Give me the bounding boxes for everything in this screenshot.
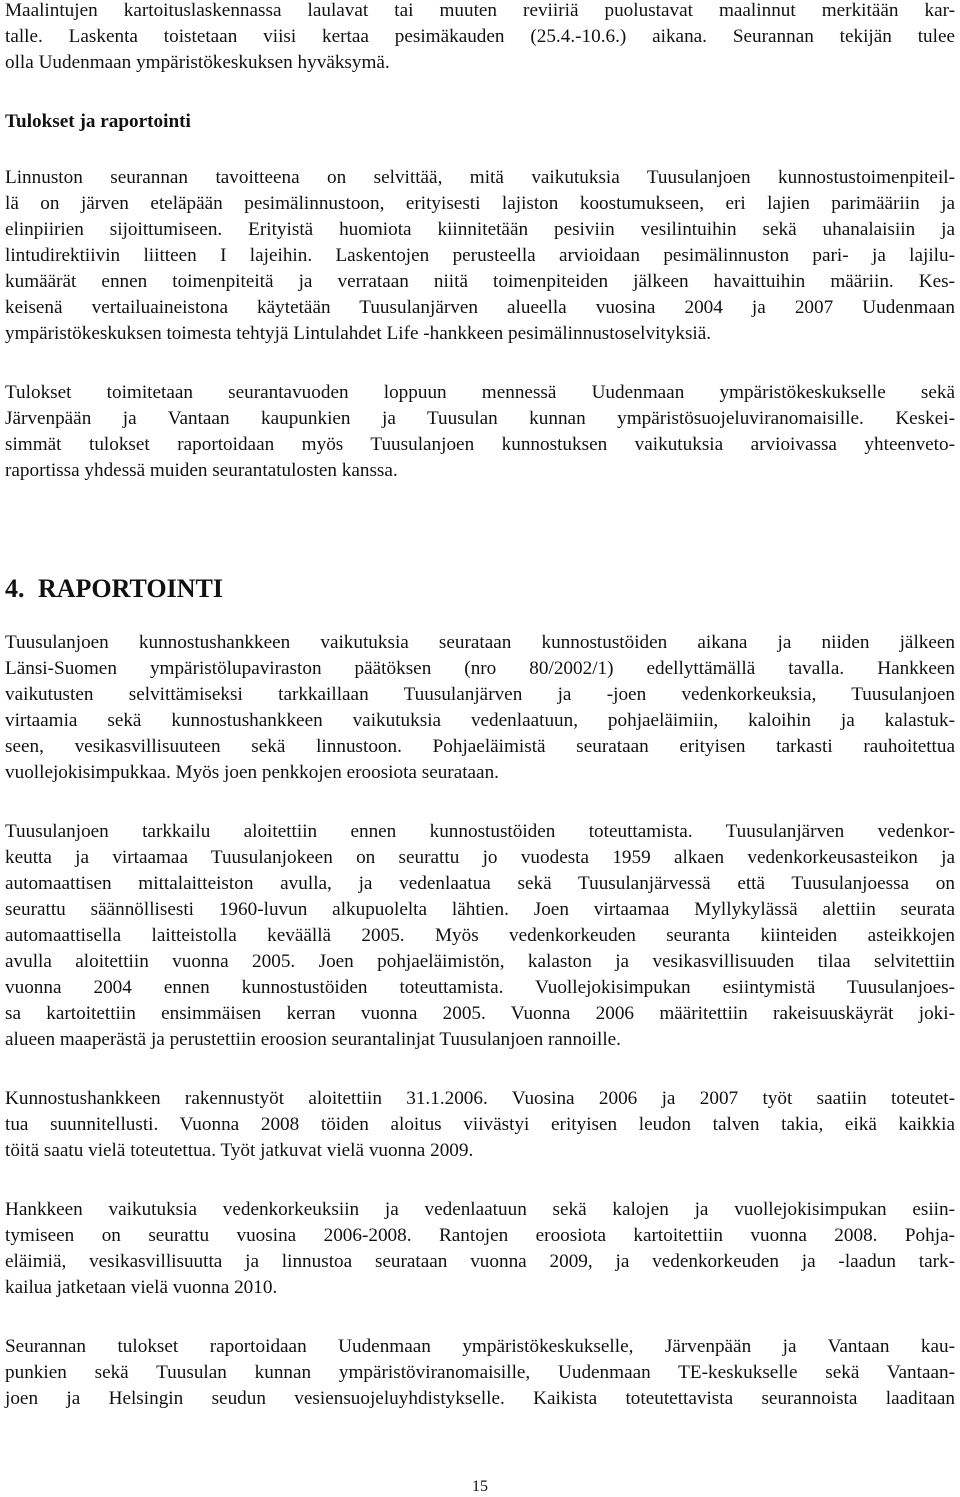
paragraph-line: punkien sekä Tuusulan kunnan ympäristöviranomaisille, Uudenmaan TE-keskukselle sekä Vantaan- <box>5 1362 955 1383</box>
paragraph-line: Tuusulanjoen kunnostushankkeen vaikutuksia seurataan kunnostustöiden aikana ja niiden jälkeen <box>5 632 955 653</box>
paragraph-line: Kunnostushankkeen rakennustyöt aloitettiin 31.1.2006. Vuosina 2006 ja 2007 työt saatiin toteutet- <box>5 1088 955 1109</box>
paragraph-line: vaikutusten selvittämiseksi tarkkaillaan Tuusulanjärven ja -joen vedenkorkeuksia, Tuusulanjoen <box>5 684 955 705</box>
paragraph-line: Linnuston seurannan tavoitteena on selvittää, mitä vaikutuksia Tuusulanjoen kunnostustoimenpiteil- <box>5 167 955 188</box>
paragraph-line: Hankkeen vaikutuksia vedenkorkeuksiin ja vedenlaatuun sekä kalojen ja vuollejokisimpukan esiin- <box>5 1199 955 1220</box>
paragraph-line: vuonna 2004 ennen kunnostustöiden toteuttamista. Vuollejokisimpukan esiintymistä Tuusulanjoes- <box>5 977 955 998</box>
intro-line: talle. Laskenta toistetaan viisi kertaa pesimäkauden (25.4.-10.6.) aikana. Seurannan tekijän tulee <box>5 26 955 47</box>
intro-line: olla Uudenmaan ympäristökeskuksen hyväksymä. <box>5 52 390 73</box>
paragraph-line: automaattisella laitteistolla keväällä 2005. Myös vedenkorkeuden seuranta kiinteiden asteikkojen <box>5 925 955 946</box>
paragraph-line: Seurannan tulokset raportoidaan Uudenmaan ympäristökeskukselle, Järvenpään ja Vantaan kau- <box>5 1336 955 1357</box>
paragraph-line: lintudirektiivin liitteen I lajeihin. Laskentojen perusteella arvioidaan pesimälinnuston pari- ja lajilu- <box>5 245 955 266</box>
paragraph-line: joen ja Helsingin seudun vesiensuojeluyhdistykselle. Kaikista toteutettavista seurannoista laaditaan <box>5 1388 955 1409</box>
paragraph-line: kailua jatketaan vielä vuonna 2010. <box>5 1277 278 1298</box>
chapter-heading <box>5 572 223 606</box>
paragraph-line: automaattisen mittalaitteiston avulla, ja vedenlaatua sekä Tuusulanjärvessä että Tuusulanjoessa on <box>5 873 955 894</box>
paragraph-line: lä on järven eteläpään pesimälinnustoon, erityisesti lajiston koostumukseen, eri lajien parimääriin ja <box>5 193 955 214</box>
paragraph-line: Tuusulanjoen tarkkailu aloitettiin ennen kunnostustöiden toteuttamista. Tuusulanjärven vedenkor- <box>5 821 955 842</box>
page-number: 15 <box>472 1478 488 1495</box>
paragraph-line: alueen maaperästä ja perustettiin eroosion seurantalinjat Tuusulanjoen rannoille. <box>5 1029 621 1050</box>
paragraph-line: ympäristökeskuksen toimesta tehtyjä Lintulahdet Life -hankkeen pesimälinnustoselvityksiä. <box>5 323 712 344</box>
paragraph-line: eläimiä, vesikasvillisuutta ja linnustoa seurataan vuonna 2009, ja vedenkorkeuden ja -laadun tark- <box>5 1251 955 1272</box>
paragraph-line: töitä saatu vielä toteutettua. Työt jatkuvat vielä vuonna 2009. <box>5 1140 474 1161</box>
subsection-heading: Tulokset ja raportointi <box>5 111 191 132</box>
paragraph-line: kumäärät ennen toimenpiteitä ja verrataan niitä toimenpiteiden jälkeen havaittuihin määriin. Kes- <box>5 271 955 292</box>
paragraph-line: Länsi-Suomen ympäristölupaviraston päätöksen (nro 80/2002/1) edellyttämällä tavalla. Hankkeen <box>5 658 955 679</box>
paragraph-line: simmät tulokset raportoidaan myös Tuusulanjoen kunnostuksen vaikutuksia arvioivassa yhteenveto- <box>5 434 955 455</box>
paragraph-line: raportissa yhdessä muiden seurantatulosten kanssa. <box>5 460 398 481</box>
paragraph-line: elinpiirien sijoittumiseen. Erityistä huomiota kiinnitetään pesiviin vesilintuihin sekä uhanalaisiin ja <box>5 219 955 240</box>
paragraph-line: keutta ja virtaamaa Tuusulanjokeen on seurattu jo vuodesta 1959 alkaen vedenkorkeusasteikon ja <box>5 847 955 868</box>
paragraph-line: keisenä vertailuaineistona käytetään Tuusulanjärven alueella vuosina 2004 ja 2007 Uudenmaan <box>5 297 955 318</box>
paragraph-line: sa kartoitettiin ensimmäisen kerran vuonna 2005. Vuonna 2006 määritettiin rakeisuuskäyrät joki- <box>5 1003 955 1024</box>
chapter-title: RAPORTOINTI <box>38 574 223 603</box>
paragraph-line: tua suunnitellusti. Vuonna 2008 töiden aloitus viivästyi erityisen leudon talven takia, eikä kaikkia <box>5 1114 955 1135</box>
paragraph-line: Järvenpään ja Vantaan kaupunkien ja Tuusulan kunnan ympäristösuojeluviranomaisille. Keskei- <box>5 408 955 429</box>
paragraph-line: avulla aloitettiin vuonna 2005. Joen pohjaeläimistön, kalaston ja vesikasvillisuuden tilaa selvitettiin <box>5 951 955 972</box>
paragraph-line: seurattu säännöllisesti 1960-luvun alkupuolelta lähtien. Joen virtaamaa Myllykylässä alettiin seurata <box>5 899 955 920</box>
paragraph-line: tymiseen on seurattu vuosina 2006-2008. Rantojen eroosiota kartoitettiin vuonna 2008. Pohja- <box>5 1225 955 1246</box>
paragraph-line: virtaamia sekä kunnostushankkeen vaikutuksia vedenlaatuun, pohjaeläimiin, kaloihin ja kalastuk- <box>5 710 955 731</box>
chapter-number: 4. <box>5 574 25 603</box>
paragraph-line: vuollejokisimpukkaa. Myös joen penkkojen eroosiota seurataan. <box>5 762 499 783</box>
intro-line: Maalintujen kartoituslaskennassa laulavat tai muuten reviiriä puolustavat maalinnut merkitään kar- <box>5 0 955 21</box>
paragraph-line: Tulokset toimitetaan seurantavuoden loppuun mennessä Uudenmaan ympäristökeskukselle sekä <box>5 382 955 403</box>
paragraph-line: seen, vesikasvillisuuteen sekä linnustoon. Pohjaeläimistä seurataan erityisen tarkasti rauhoitettua <box>5 736 955 757</box>
